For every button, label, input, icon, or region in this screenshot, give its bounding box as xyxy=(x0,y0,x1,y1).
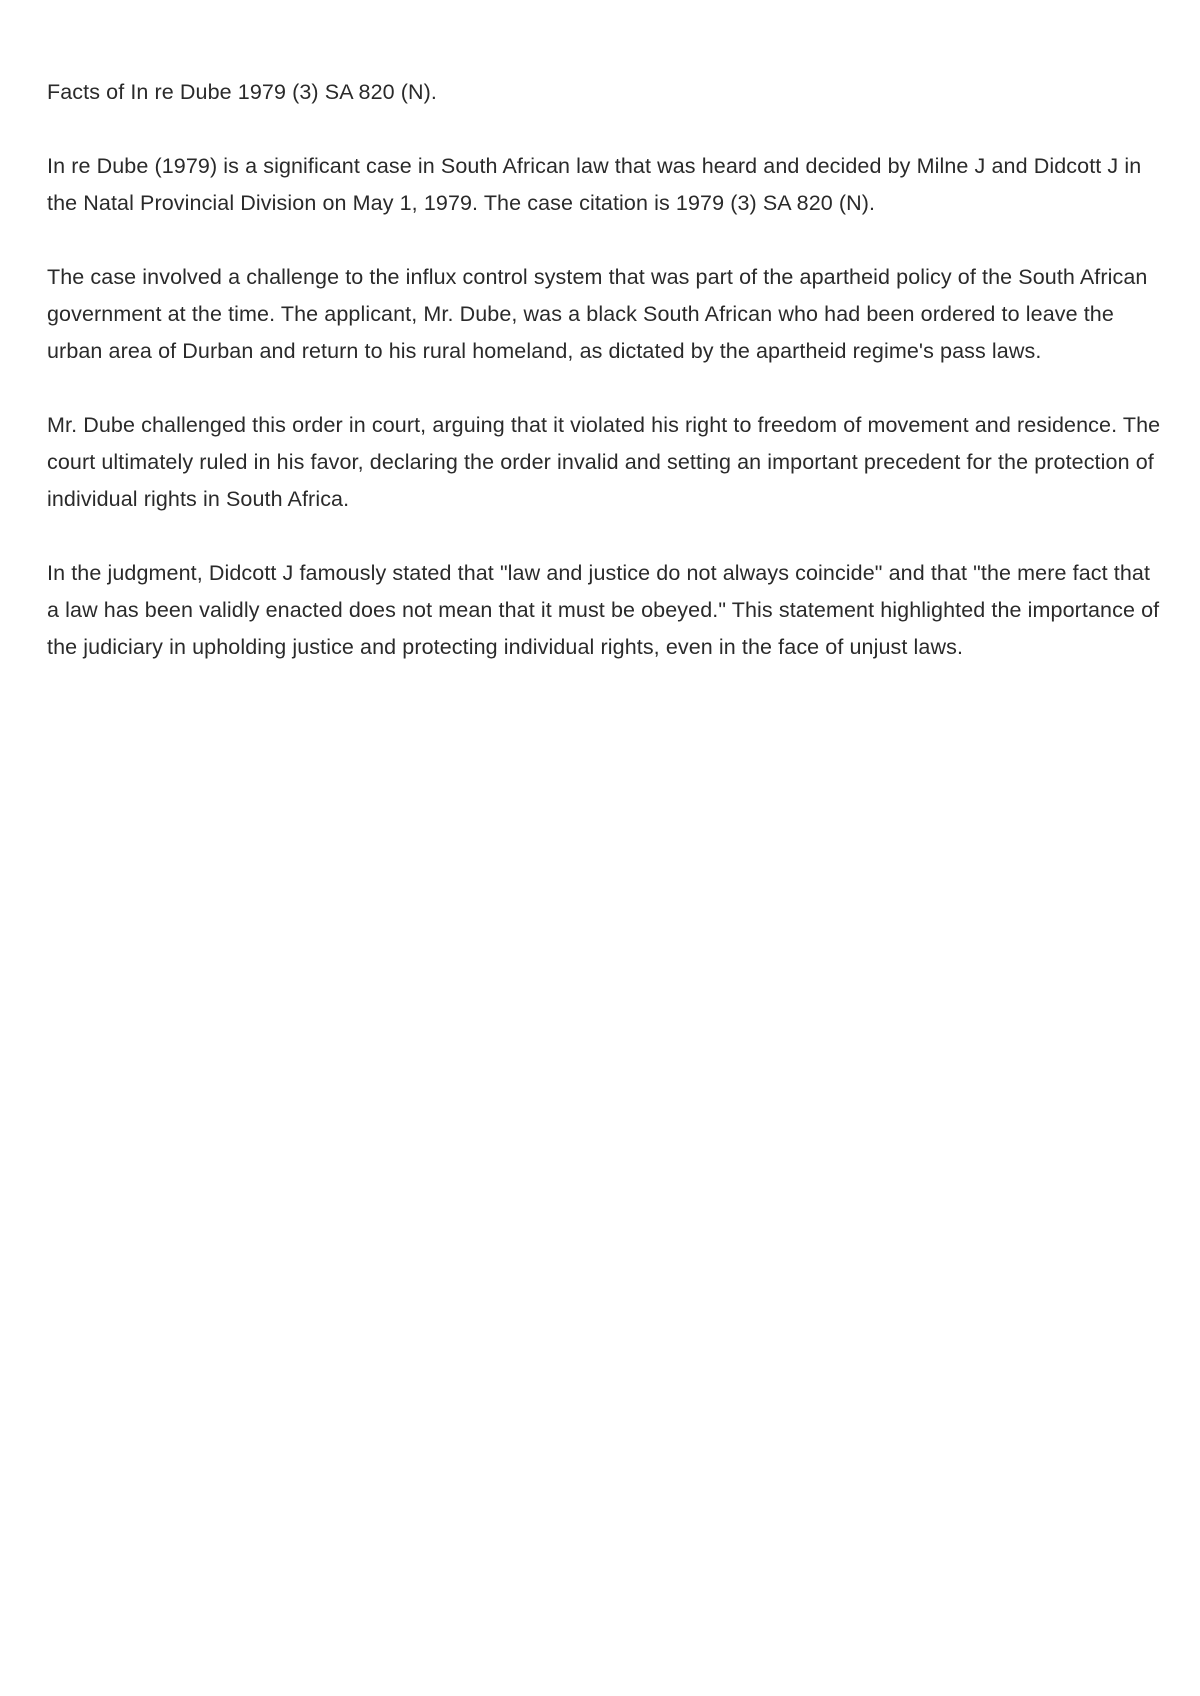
paragraph-case-background: The case involved a challenge to the influx control system that was part of the apartheid policy of the South African government at the time. The applicant, Mr. Dube, was a black South African who had been ordered to leave the urban area of Durban and return to his rural homeland, as dictated by the apartheid regime's pass laws. xyxy=(47,265,1148,363)
document-title: Facts of In re Dube 1979 (3) SA 820 (N). xyxy=(47,80,437,104)
paragraph-case-overview: In re Dube (1979) is a significant case in South African law that was heard and decided by Milne J and Didcott J in the Natal Provincial Division on May 1, 1979. The case citation is 1979 (3) SA 820 (N). xyxy=(47,154,1142,215)
paragraph-ruling: Mr. Dube challenged this order in court, arguing that it violated his right to freedom of movement and residence. The court ultimately ruled in his favor, declaring the order invalid and setting an important precedent for the protection of individual rights in South Africa. xyxy=(47,413,1161,511)
document-page xyxy=(47,74,1167,703)
paragraph-judgment-quote: In the judgment, Didcott J famously stated that "law and justice do not always coincide" and that "the mere fact that a law has been validly enacted does not mean that it must be obeyed." This statement highlighted the importance of the judiciary in upholding justice and protecting individual rights, even in the face of unjust laws. xyxy=(47,561,1160,659)
